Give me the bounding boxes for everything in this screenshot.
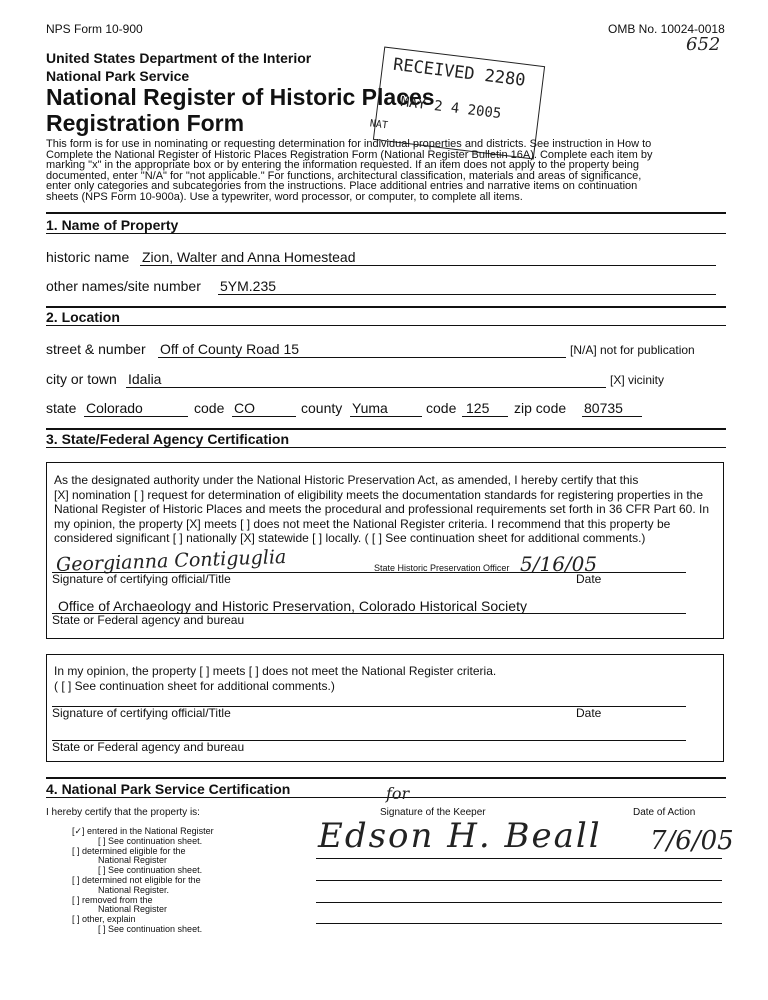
state-label: state (46, 400, 77, 416)
form-subtitle: Registration Form (46, 110, 245, 136)
field-underline (126, 387, 606, 388)
stamp-date: MAY 2 4 2005 (399, 93, 503, 123)
street-label: street & number (46, 341, 146, 357)
date-label-2: Date (576, 706, 602, 720)
field-underline (158, 357, 566, 358)
cert-text: As the designated authority under the National Historic Preservation Act, as amended, I hereby certify that this [X] nomination [ ] request for determination of eligibility meets the documentation standards for registering properties in the National Register of Historic Places and meets the procedural and professional requirements set forth in 36 CFR Part 60. In my opinion, the property [X] meets [ ] does not meet the National Register criteria. I recommend that this property be considered significant [ ] nationally [X] statewide [ ] locally. ( [ ] See continuation sheet for additional comments.) (54, 473, 709, 545)
option-eligible-see: [ ] See continuation sheet. (98, 865, 203, 876)
agency-name: National Park Service (46, 68, 190, 84)
handwritten-ref: 652 (686, 34, 721, 55)
divider (46, 777, 726, 779)
nps-options: [✓] entered in the National Register [ ] See continuation sheet. [ ] determined eligible for the National Register [ ] See continuation sheet. [ ] determined not eligible for the National Register. [ ] removed from the National Register [ ] other, explain [ ] See continuation sheet. (72, 826, 214, 934)
divider (46, 212, 726, 214)
field-underline (316, 902, 722, 903)
state-code-label: code (194, 400, 225, 416)
keeper-initials: for (386, 784, 410, 803)
state-value: Colorado (86, 400, 143, 416)
option-other: [ ] other, explain (72, 914, 136, 925)
option-entered-see: [ ] See continuation sheet. (98, 835, 203, 846)
form-title: National Register of Historic Places (46, 84, 435, 110)
field-underline (462, 416, 508, 417)
agency-value: Office of Archaeology and Historic Preservation, Colorado Historical Society (58, 598, 527, 614)
form-number: NPS Form 10-900 (46, 22, 143, 36)
officer-title: State Historic Preservation Officer (374, 563, 510, 573)
sign-date: 5/16/05 (520, 552, 598, 576)
field-underline (350, 416, 422, 417)
section4-heading: 4. National Park Service Certification (46, 781, 291, 797)
action-label: Date of Action (633, 807, 696, 818)
historic-name-value: Zion, Walter and Anna Homestead (142, 249, 356, 265)
certify-statement: I hereby certify that the property is: (46, 807, 200, 818)
state-code-value: CO (234, 400, 255, 416)
agency-label-2: State or Federal agency and bureau (52, 740, 245, 754)
other-names-value: 5YM.235 (220, 278, 277, 294)
county-code-value: 125 (466, 400, 490, 416)
vicinity: [X] vicinity (610, 373, 665, 387)
keeper-label: Signature of the Keeper (380, 807, 486, 818)
shpo-signature: Georgianna Contiguglia (55, 545, 287, 577)
option-eligible: [ ] determined eligible for the (72, 845, 186, 856)
section1-heading: 1. Name of Property (46, 217, 179, 233)
not-for-publication: [N/A] not for publication (570, 343, 695, 357)
field-underline (84, 416, 188, 417)
zip-value: 80735 (584, 400, 623, 416)
signature-label: Signature of certifying official/Title (52, 572, 231, 586)
action-date: 7/6/05 (650, 826, 734, 856)
omb-number: OMB No. 10024-0018 (608, 22, 725, 36)
opinion-text: In my opinion, the property [ ] meets [ ] does not meet the National Register criteria. ( [ ] See continuation sheet for additional comments.) (54, 664, 497, 693)
agency-label: State or Federal agency and bureau (52, 613, 245, 627)
divider (46, 428, 726, 430)
field-underline (316, 858, 722, 859)
county-label: county (301, 400, 343, 416)
street-value: Off of County Road 15 (160, 341, 300, 357)
zip-label: zip code (514, 400, 567, 416)
county-code-label: code (426, 400, 457, 416)
keeper-signature: Edson H. Beall (318, 816, 602, 856)
historic-name-label: historic name (46, 249, 130, 265)
dept-name: United States Department of the Interior (46, 50, 312, 66)
divider (46, 233, 726, 234)
signature-label-2: Signature of certifying official/Title (52, 706, 231, 720)
date-label: Date (576, 572, 602, 586)
field-underline (218, 294, 716, 295)
other-names-label: other names/site number (46, 278, 201, 294)
option-removed: [ ] removed from the (72, 894, 153, 905)
divider (46, 306, 726, 308)
option-not-eligible: [ ] determined not eligible for the (72, 874, 201, 885)
field-underline (232, 416, 296, 417)
section2-heading: 2. Location (46, 309, 120, 325)
stamp-received: RECEIVED 2280 (391, 54, 527, 91)
county-value: Yuma (352, 400, 388, 416)
city-label: city or town (46, 371, 117, 387)
city-value: Idalia (128, 371, 162, 387)
field-underline (316, 923, 722, 924)
divider (46, 447, 726, 448)
divider (46, 325, 726, 326)
field-underline (582, 416, 642, 417)
field-underline (140, 265, 716, 266)
field-underline (316, 880, 722, 881)
intro-text: This form is for use in nominating or requesting determination for individual properties and districts. See instruction in How to Complete the National Register of Historic Places Registration Form (National Register Bulletin 16A). Complete each item by marking "x" in the appropriate box or by entering the information requested. If an item does not apply to the property being documented, enter "N/A" for "not applicable." For functions, architectural classification, materials and areas of significance, enter only categories and subcategories from the instructions. Place additional entries and narrative items on continuation sheets (NPS Form 10-900a). Use a typewriter, word processor, or computer, to complete all items. (46, 138, 653, 203)
option-entered: [✓] entered in the National Register (72, 826, 214, 836)
section3-heading: 3. State/Federal Agency Certification (46, 431, 289, 447)
option-other-see: [ ] See continuation sheet. (98, 923, 203, 934)
stamp-partial: NAT (369, 118, 389, 132)
